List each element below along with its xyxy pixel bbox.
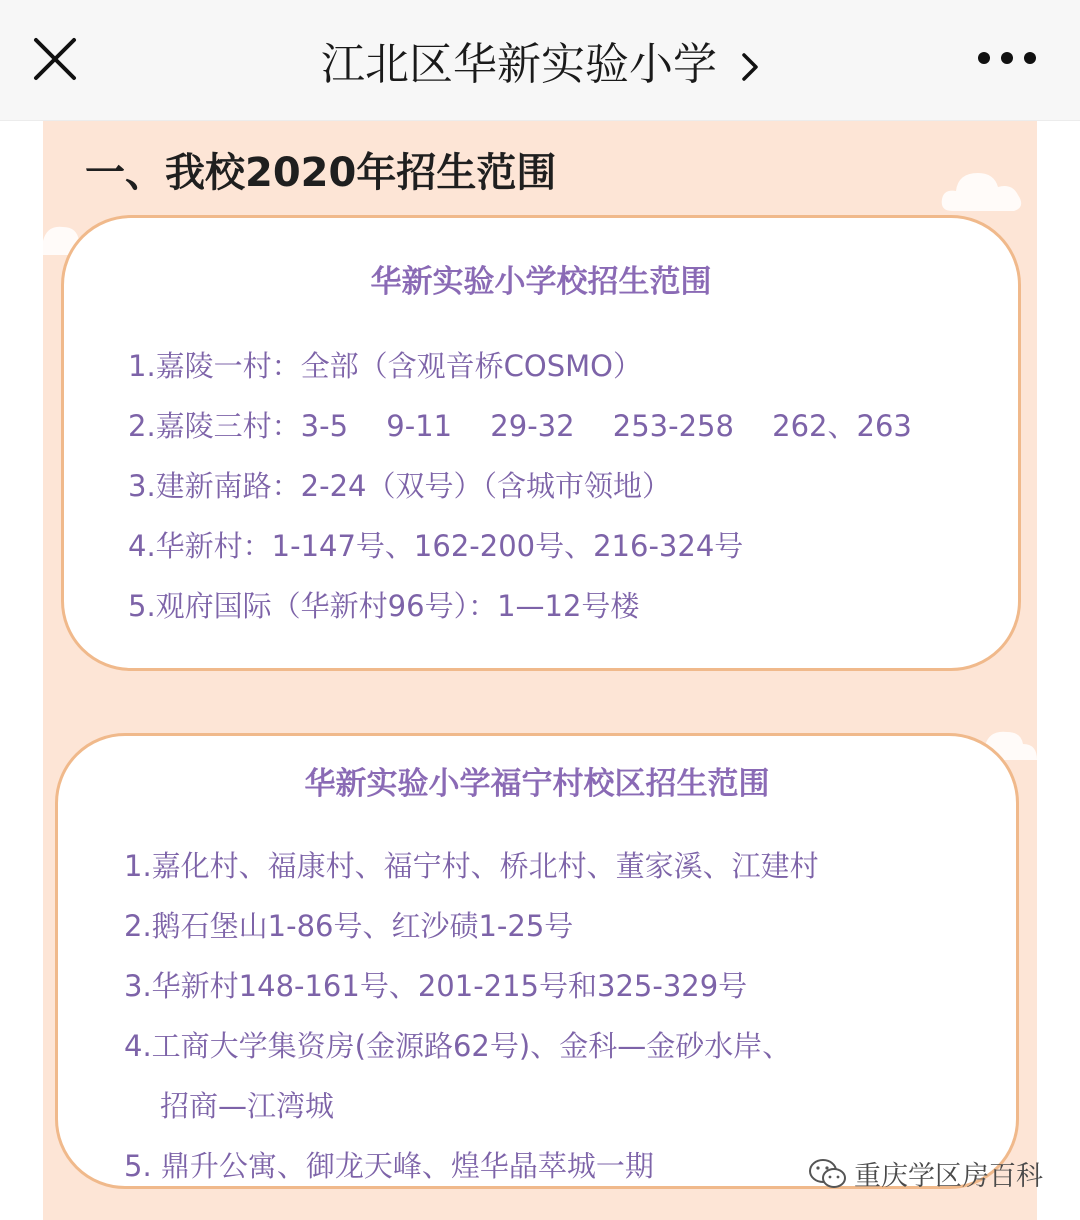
list-item: 1.嘉化村、福康村、福宁村、桥北村、董家溪、江建村 (124, 849, 819, 883)
list-item: 3.建新南路：2-24（双号）（含城市领地） (128, 469, 671, 503)
list-item: 5. 鼎升公寓、御龙天峰、煌华晶萃城一期 (124, 1149, 654, 1183)
list-item: 4.华新村：1-147号、162-200号、216-324号 (128, 529, 744, 563)
list-item: 3.华新村148-161号、201-215号和325-329号 (124, 969, 748, 1003)
list-item: 5.观府国际（华新村96号）：1—12号楼 (128, 589, 640, 623)
enrollment-card-funing-campus (55, 733, 1019, 1189)
list-item: 2.鹅石堡山1-86号、红沙碛1-25号 (124, 909, 574, 943)
chevron-right-icon (741, 52, 759, 82)
cloud-decoration-icon (938, 159, 1028, 219)
list-item-continuation: 招商—江湾城 (160, 1089, 335, 1123)
page-title: 江北区华新实验小学 (321, 39, 717, 90)
enrollment-poster (43, 121, 1037, 1220)
enrollment-list (128, 336, 912, 636)
page-title-link[interactable] (0, 28, 1080, 92)
account-watermark (808, 1154, 1043, 1193)
watermark-text: 重庆学区房百科 (854, 1161, 1043, 1192)
enrollment-list (124, 836, 819, 1196)
section-heading: 一、我校2020年招生范围 (85, 150, 557, 196)
wechat-icon (808, 1157, 848, 1191)
list-item: 1.嘉陵一村：全部（含观音桥COSMO） (128, 349, 643, 383)
list-item: 4.工商大学集资房(金源路62号)、金科—金砂水岸、 (124, 1029, 792, 1063)
list-item: 2.嘉陵三村：3-5 9-11 29-32 253-258 262、263 (128, 409, 912, 443)
top-navigation-bar (0, 0, 1080, 121)
more-icon[interactable] (976, 48, 1038, 68)
enrollment-card-main-campus (61, 215, 1021, 671)
card-title: 华新实验小学校招生范围 (370, 264, 712, 300)
card-title: 华新实验小学福宁村校区招生范围 (304, 766, 770, 802)
